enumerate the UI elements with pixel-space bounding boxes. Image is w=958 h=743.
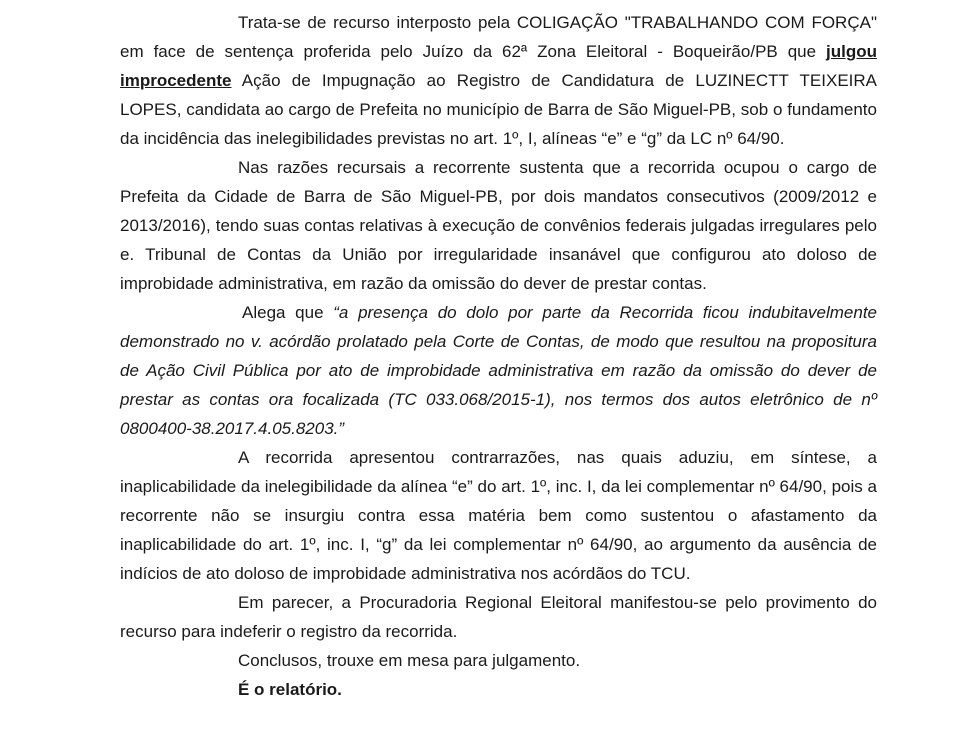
ruling-emphasis: julgou improcedente	[120, 42, 877, 90]
appeal-summary-text: Trata-se de recurso interposto pela COLIGAÇÃO "TRABALHANDO COM FORÇA" em face de sentença proferida pelo Juízo da 62ª Zona Eleitoral - Boqueirão/PB que	[120, 13, 877, 61]
report-closing: É o relatório.	[238, 680, 342, 699]
paragraph-counter-arguments: A recorrida apresentou contrarrazões, nas quais aduziu, em síntese, a inaplicabilidade da inelegibilidade da alínea “e” do art. 1º, inc. I, da lei complementar nº 64/90, pois a recorrente não se insurgiu contra essa matéria bem como sustentou o afastamento da inaplicabilidade do art. 1º, inc. I, “g” da lei complementar nº 64/90, ao argumento da ausência de indícios de ato doloso de improbidade administrativa nos acórdãos do TCU.	[120, 448, 877, 583]
allegation-quote: “a presença do dolo por parte da Recorrida ficou indubitavelmente demonstrado no v. acórdão prolatado pela Corte de Contas, de modo que resultou na propositura de Ação Civil Pública por ato de improbidade administrativa em razão da omissão do dever de prestar as contas ora focalizada (TC 033.068/2015-1), nos termos dos autos eletrônico de nº 0800400-38.2017.4.05.8203.”	[120, 303, 878, 438]
report-body	[120, 8, 877, 704]
paragraph-quoted-allegation	[120, 298, 877, 443]
paragraph-appeal-reasons: Nas razões recursais a recorrente sustenta que a recorrida ocupou o cargo de Prefeita da Cidade de Barra de São Miguel-PB, por dois mandatos consecutivos (2009/2012 e 2013/2016), tendo suas contas relativas à execução de convênios federais julgadas irregulares pelo e. Tribunal de Contas da União por irregularidade insanável que configurou ato doloso de improbidade administrativa, em razão da omissão do dever de prestar contas.	[120, 158, 877, 293]
appeal-summary-text-end: Ação de Impugnação ao Registro de Candidatura de LUZINECTT TEIXEIRA LOPES, candidata ao cargo de Prefeita no município de Barra de São Miguel-PB, sob o fundamento da incidência das inelegibilidades previstas no art. 1º, I, alíneas “e” e “g” da LC nº 64/90.	[120, 71, 877, 148]
paragraph-conclusion: Conclusos, trouxe em mesa para julgamento.	[238, 651, 581, 670]
allegation-lead: Alega que	[242, 303, 334, 322]
paragraph-prosecutor-opinion: Em parecer, a Procuradoria Regional Eleitoral manifestou-se pelo provimento do recurso para indeferir o registro da recorrida.	[120, 593, 877, 641]
paragraph-appeal-summary	[120, 8, 877, 153]
